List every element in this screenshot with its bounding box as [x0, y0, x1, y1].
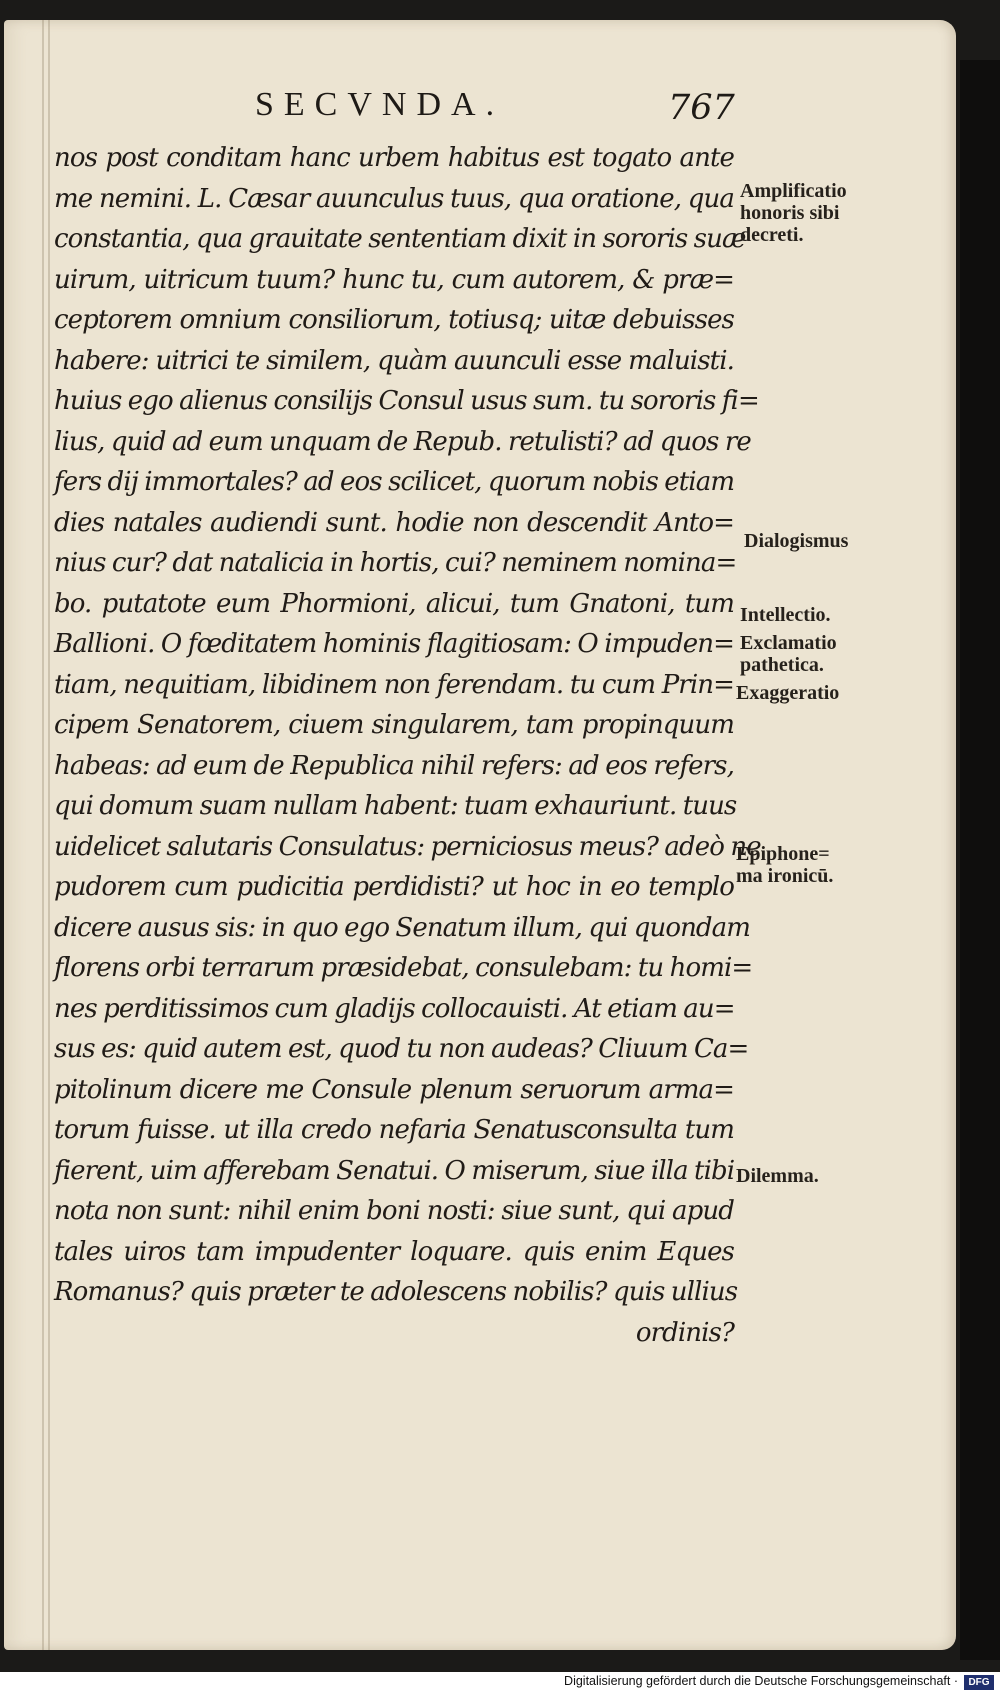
text-line: cipem Senatorem, ciuem singularem, tam propinquum	[54, 710, 734, 740]
text-line: nos post conditam hanc urbem habitus est togato ante	[54, 143, 734, 173]
text-line: nius cur? dat natalicia in hortis, cui? neminem nomina=	[54, 548, 737, 578]
text-line: sus es: quid autem est, quod tu non audeas? Cliuum Ca=	[54, 1034, 749, 1064]
text-line: torum fuisse. ut illa credo nefaria Senatusconsulta tum	[54, 1115, 734, 1145]
text-line: dies natales audiendi sunt. hodie non descendit Anto=	[54, 507, 734, 538]
page-edge-shadow	[960, 60, 1000, 1660]
text-line-catchword: ordinis?	[635, 1317, 734, 1348]
text-line: habeas: ad eum de Republica nihil refers: ad eos refers,	[54, 750, 734, 781]
body-text	[54, 138, 761, 1353]
text-line: tales uiros tam impudenter loquare. quis enim Eques	[54, 1236, 734, 1267]
margin-note-exaggeratio: Exaggeratio	[736, 682, 840, 704]
text-line: fierent, uim afferebam Senatui. O miserum, siue illa tibi	[54, 1155, 735, 1186]
running-head: SECVNDA.	[255, 86, 505, 123]
gutter-line	[48, 20, 50, 1650]
text-line: uidelicet salutaris Consulatus: perniciosus meus? adeò ne	[54, 831, 761, 862]
text-line: Ballioni. O fœditatem hominis flagitiosam: O impuden=	[54, 629, 734, 659]
text-line: nota non sunt: nihil enim boni nosti: siue sunt, qui apud	[54, 1196, 734, 1226]
margin-note-epiphonema: Epiphone= ma ironicū.	[736, 843, 834, 887]
margin-note-amplificatio: Amplificatio honoris sibi decreti.	[740, 180, 847, 246]
gutter-line	[42, 20, 44, 1650]
text-line: constantia, qua grauitate sententiam dixit in sororis suæ	[54, 224, 746, 254]
text-line: ceptorem omnium consiliorum, totiusq; uitæ debuisses	[54, 305, 734, 335]
margin-note-dilemma: Dilemma.	[736, 1165, 819, 1187]
text-line: Romanus? quis præter te adolescens nobilis? quis ullius	[54, 1277, 738, 1307]
footer-credit: Digitalisierung gefördert durch die Deutsche Forschungsgemeinschaft ·	[564, 1674, 958, 1688]
text-line: huius ego alienus consilijs Consul usus sum. tu sororis fi=	[54, 386, 759, 416]
text-line: nes perditissimos cum gladijs collocauisti. At etiam au=	[54, 993, 735, 1024]
text-line: lius, quid ad eum unquam de Repub. retulisti? ad quos re	[54, 426, 751, 457]
text-line: tiam, nequitiam, libidinem non ferendam. tu cum Prin=	[54, 669, 734, 700]
text-line: bo. putatote eum Phormioni, alicui, tum Gnatoni, tum	[54, 588, 734, 619]
text-line: uirum, uitricum tuum? hunc tu, cum autorem, & præ=	[54, 264, 734, 295]
margin-note-dialogismus: Dialogismus	[744, 530, 849, 552]
text-line: pudorem cum pudicitia perdidisti? ut hoc in eo templo	[54, 872, 734, 902]
margin-note-intellectio: Intellectio.	[740, 604, 831, 626]
text-line: florens orbi terrarum præsidebat, consulebam: tu homi=	[54, 953, 753, 983]
text-line: dicere ausus sis: in quo ego Senatum illum, qui quondam	[54, 912, 751, 943]
text-line: habere: uitrici te similem, quàm auunculi esse maluisti.	[54, 345, 734, 376]
text-line: qui domum suam nullam habent: tuam exhauriunt. tuus	[54, 791, 737, 821]
text-line: fers dij immortales? ad eos scilicet, quorum nobis etiam	[54, 467, 735, 497]
text-line: me nemini. L. Cæsar auunculus tuus, qua oratione, qua	[54, 183, 734, 214]
text-line: pitolinum dicere me Consule plenum seruorum arma=	[54, 1074, 734, 1105]
margin-note-exclamatio: Exclamatio pathetica.	[740, 632, 837, 676]
dfg-logo: DFG	[964, 1675, 994, 1690]
page-number: 767	[668, 88, 735, 128]
